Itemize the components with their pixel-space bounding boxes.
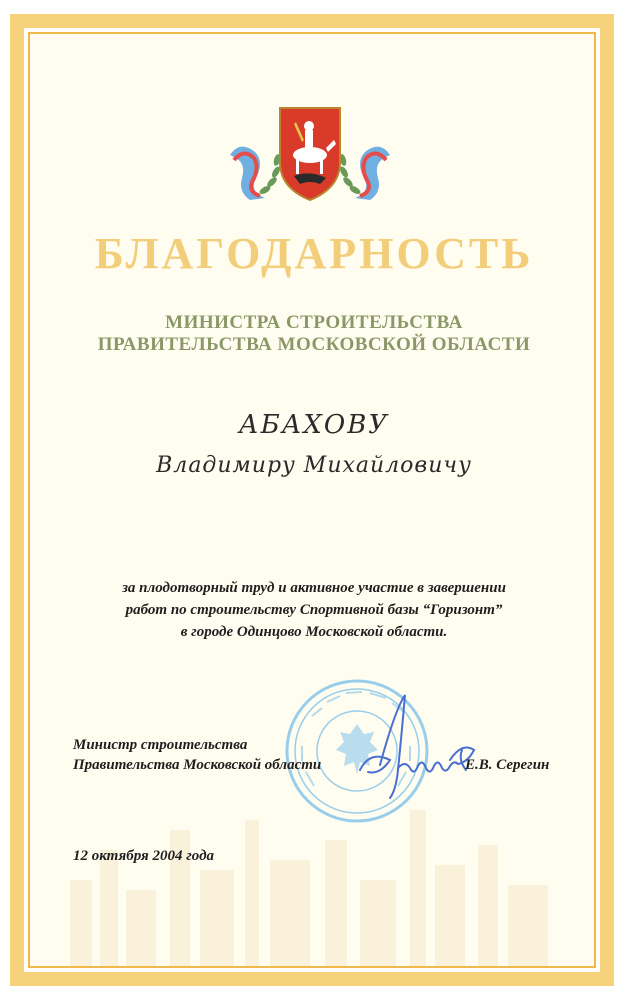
signer-position-line-1: Министр строительства [73,737,248,753]
moscow-oblast-coat-of-arms-icon [210,100,410,215]
issuer-line-1: МИНИСТРА СТРОИТЕЛЬСТВА [165,312,463,333]
recipient-names: Владимиру Михайловичу [156,453,472,478]
recipient-surname: АБАХОВУ [238,410,390,440]
certificate-title: БЛАГОДАРНОСТЬ [94,229,534,278]
signer-name: Е.В. Серегин [465,757,550,773]
reason-line: в городе Одинцово Московской области. [180,624,448,640]
issuer-line-2: ПРАВИТЕЛЬСТВА МОСКОВСКОЙ ОБЛАСТИ [97,334,531,355]
issue-date: 12 октября 2004 года [73,848,215,864]
reason-line: работ по строительству Спортивной базы “Горизонт” [125,602,503,618]
reason-line: за плодотворный труд и активное участие в завершении [122,580,506,596]
signer-position-line-2: Правительства Московской области [73,757,322,773]
handwritten-signature-icon [350,690,480,805]
